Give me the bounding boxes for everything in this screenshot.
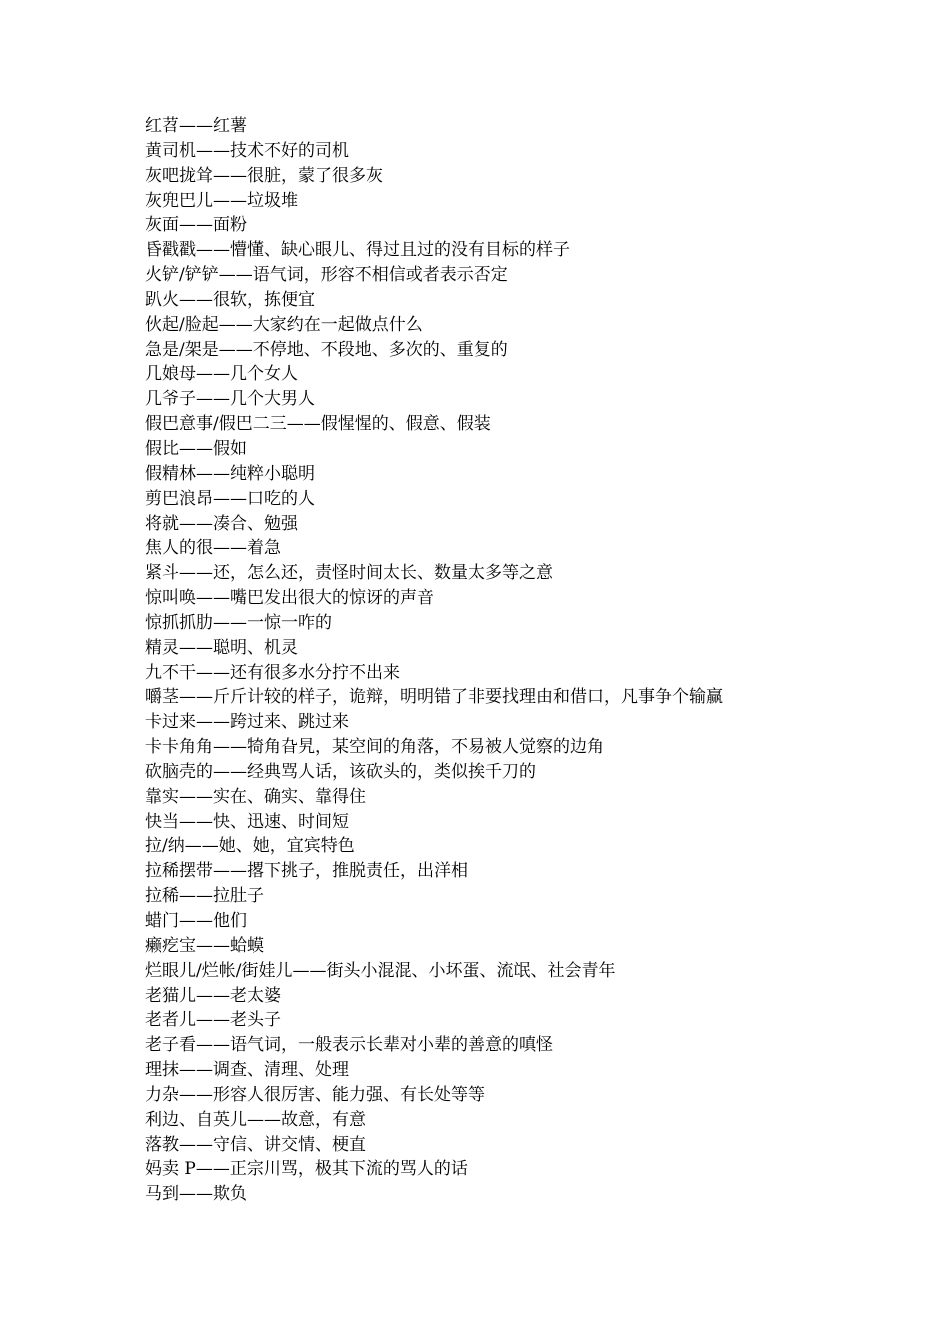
glossary-entry: 惊抓抓肋——一惊一咋的 [145, 612, 332, 633]
glossary-entry: 伙起/脸起——大家约在一起做点什么 [145, 314, 423, 335]
glossary-entry: 落教——守信、讲交情、梗直 [145, 1134, 366, 1155]
glossary-entry: 红苕——红薯 [145, 116, 247, 136]
glossary-entry: 将就——凑合、勉强 [145, 513, 298, 534]
glossary-entry: 灰吧拢耸——很脏，蒙了很多灰 [145, 165, 383, 186]
glossary-entry: 嚼茎——斤斤计较的样子，诡辩，明明错了非要找理由和借口，凡事争个输赢 [145, 687, 723, 708]
glossary-entry: 老猫儿——老太婆 [145, 985, 281, 1006]
glossary-entry: 拉稀摆带——撂下挑子，推脱责任，出洋相 [145, 861, 468, 882]
glossary-entry: 理抹——调查、清理、处理 [145, 1060, 349, 1081]
glossary-entry: 卡过来——跨过来、跳过来 [145, 712, 349, 733]
glossary-entry: 假比——假如 [145, 438, 247, 459]
glossary-entry: 焦人的很——着急 [145, 538, 281, 559]
glossary-entry: 精灵——聪明、机灵 [145, 637, 298, 658]
glossary-entry: 卡卡角角——犄角旮旯，某空间的角落，不易被人觉察的边角 [145, 737, 604, 758]
glossary-entry: 假精林——纯粹小聪明 [145, 463, 315, 484]
glossary-entry: 砍脑壳的——经典骂人话，该砍头的，类似挨千刀的 [145, 761, 536, 782]
glossary-entry: 老者儿——老头子 [145, 1010, 281, 1031]
glossary-entry: 剪巴浪昂——口吃的人 [145, 488, 315, 509]
glossary-entry: 癞疙宝——蛤蟆 [145, 935, 264, 956]
glossary-entry: 马到——欺负 [145, 1184, 247, 1205]
glossary-entry: 利边、自英儿——故意，有意 [145, 1109, 366, 1130]
glossary-entry: 妈卖 P——正宗川骂，极其下流的骂人的话 [145, 1159, 468, 1180]
glossary-entry: 拉稀——拉肚子 [145, 886, 264, 907]
glossary-entry: 紧斗——还，怎么还，责怪时间太长、数量太多等之意 [145, 563, 553, 584]
glossary-entry: 力杂——形容人很厉害、能力强、有长处等等 [145, 1084, 485, 1105]
glossary-entry: 黄司机——技术不好的司机 [145, 140, 349, 161]
glossary-entry: 火铲/铲铲——语气词，形容不相信或者表示否定 [145, 265, 508, 286]
dialect-glossary-list [145, 114, 925, 1207]
glossary-entry: 快当——快、迅速、时间短 [145, 811, 349, 832]
glossary-entry: 假巴意事/假巴二三——假惺惺的、假意、假装 [145, 414, 491, 435]
glossary-entry: 灰兜巴儿——垃圾堆 [145, 190, 298, 211]
glossary-entry: 老子看——语气词，一般表示长辈对小辈的善意的嗔怪 [145, 1035, 553, 1056]
glossary-entry: 九不干——还有很多水分拧不出来 [145, 662, 400, 683]
glossary-entry: 趴火——很软，拣便宜 [145, 289, 315, 310]
glossary-entry: 灰面——面粉 [145, 215, 247, 236]
glossary-entry: 急是/架是——不停地、不段地、多次的、重复的 [145, 339, 508, 360]
glossary-entry: 几娘母——几个女人 [145, 364, 298, 385]
glossary-entry: 昏戳戳——懵懂、缺心眼儿、得过且过的没有目标的样子 [145, 240, 570, 261]
glossary-entry: 拉/纳——她、她，宜宾特色 [145, 836, 355, 857]
glossary-entry: 烂眼儿/烂帐/街娃儿——街头小混混、小坏蛋、流氓、社会青年 [145, 960, 616, 981]
glossary-entry: 蜡门——他们 [145, 911, 247, 931]
glossary-entry: 几爷子——几个大男人 [145, 389, 315, 410]
glossary-entry: 靠实——实在、确实、靠得住 [145, 786, 366, 807]
glossary-entry: 惊叫唤——嘴巴发出很大的惊讶的声音 [145, 588, 434, 609]
